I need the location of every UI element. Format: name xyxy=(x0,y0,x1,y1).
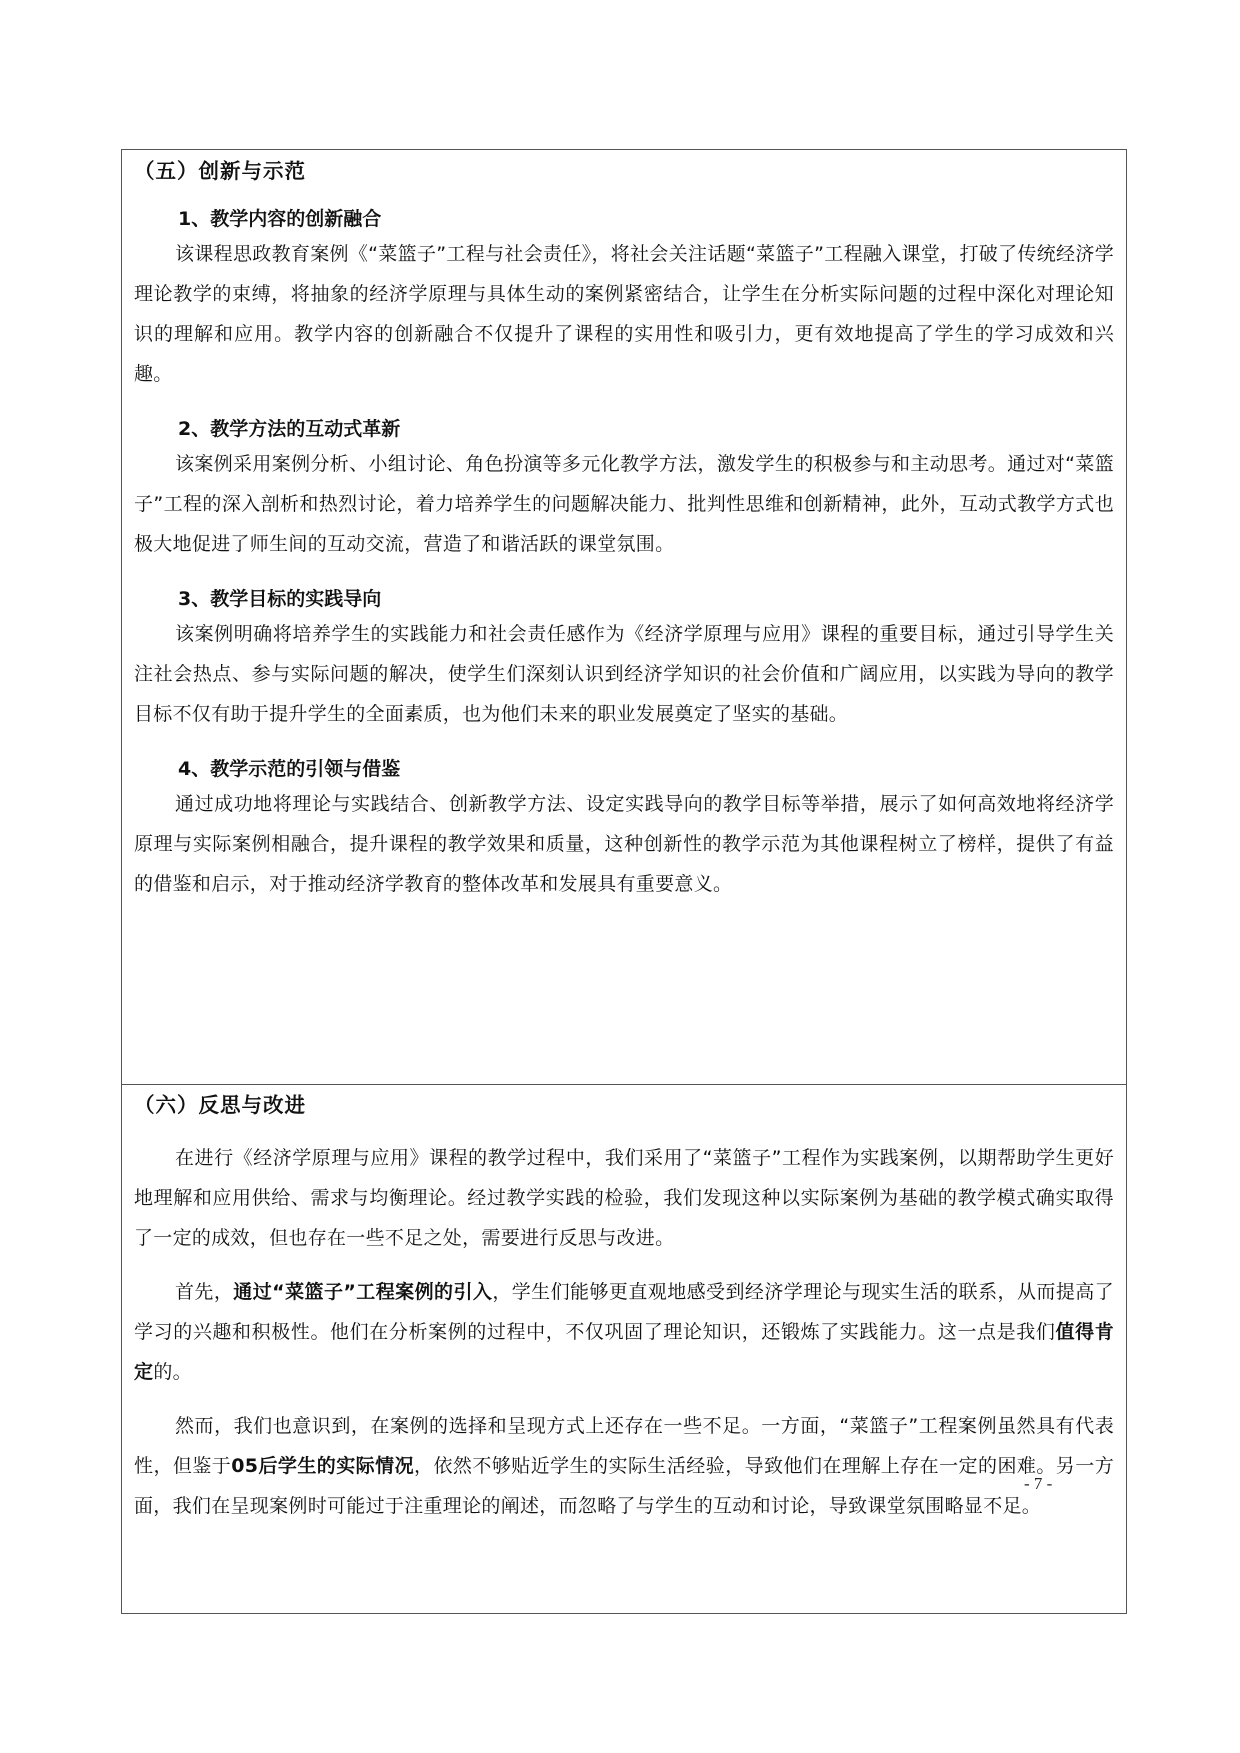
paragraph-reflection-strengths xyxy=(134,1272,1114,1392)
section-title-innovation: （五）创新与示范 xyxy=(134,159,306,183)
strengths-text-2: ，学生们能够更直观地感受到经济学理论与现实生活的联系，从而提高了学习的兴趣和积极性。他们在分析案例的过程中，不仅巩固了理论知识，还锻炼了实践能力。这一点是我们 xyxy=(134,1281,1114,1343)
innovation-section xyxy=(122,150,1126,1085)
paragraph-demonstration: 通过成功地将理论与实践结合、创新教学方法、设定实践导向的教学目标等举措，展示了如何高效地将经济学原理与实际案例相融合，提升课程的教学效果和质量，这种创新性的教学示范为其他课程树立了榜样，提供了有益的借鉴和启示，对于推动经济学教育的整体改革和发展具有重要意义。 xyxy=(134,793,1114,895)
paragraph-reflection-shortcomings xyxy=(134,1406,1114,1526)
subheading-method-innovation: 2、教学方法的互动式革新 xyxy=(178,418,401,440)
subheading-demonstration: 4、教学示范的引领与借鉴 xyxy=(178,758,401,780)
subheading-practice-orientation: 3、教学目标的实践导向 xyxy=(178,588,382,610)
shortcomings-text-2: ，依然不够贴近学生的实际生活经验，导致他们在理解上存在一定的困难。另一方面，我们在呈现案例时可能过于注重理论的阐述，而忽略了与学生的互动和讨论，导致课堂氛围略显不足。 xyxy=(134,1455,1114,1517)
section-title-reflection: （六）反思与改进 xyxy=(134,1093,306,1117)
shortcomings-text-1: 然而，我们也意识到，在案例的选择和呈现方式上还存在一些不足。一方面，“菜篮子”工程案例虽然具有代表性，但鉴于 xyxy=(134,1415,1114,1477)
paragraph-content-innovation: 该课程思政教育案例《“菜篮子”工程与社会责任》，将社会关注话题“菜篮子”工程融入课堂，打破了传统经济学理论教学的束缚，将抽象的经济学原理与具体生动的案例紧密结合，让学生在分析实际问题的过程中深化对理论知识的理解和应用。教学内容的创新融合不仅提升了课程的实用性和吸引力，更有效地提高了学生的学习成效和兴趣。 xyxy=(134,243,1114,385)
reflection-section xyxy=(122,1085,1126,1613)
strengths-text-1: 首先， xyxy=(175,1281,234,1303)
strengths-text-3: 的。 xyxy=(153,1361,192,1383)
paragraph-practice-orientation: 该案例明确将培养学生的实践能力和社会责任感作为《经济学原理与应用》课程的重要目标，通过引导学生关注社会热点、参与实际问题的解决，使学生们深刻认识到经济学知识的社会价值和广阔应用，以实践为导向的教学目标不仅有助于提升学生的全面素质，也为他们未来的职业发展奠定了坚实的基础。 xyxy=(134,623,1114,725)
paragraph-method-innovation: 该案例采用案例分析、小组讨论、角色扮演等多元化教学方法，激发学生的积极参与和主动思考。通过对“菜篮子”工程的深入剖析和热烈讨论，着力培养学生的问题解决能力、批判性思维和创新精神，此外，互动式教学方式也极大地促进了师生间的互动交流，营造了和谐活跃的课堂氛围。 xyxy=(134,453,1114,555)
paragraph-reflection-intro: 在进行《经济学原理与应用》课程的教学过程中，我们采用了“菜篮子”工程作为实践案例，以期帮助学生更好地理解和应用供给、需求与均衡理论。经过教学实践的检验，我们发现这种以实际案例为基础的教学模式确实取得了一定的成效，但也存在一些不足之处，需要进行反思与改进。 xyxy=(134,1147,1114,1249)
strengths-bold-2: 值得肯定 xyxy=(134,1321,1114,1383)
subheading-content-innovation: 1、教学内容的创新融合 xyxy=(178,208,382,230)
content-table xyxy=(121,149,1127,1614)
shortcomings-bold: 05后学生的实际情况 xyxy=(231,1455,415,1477)
page-number: - 7 - xyxy=(1024,1474,1053,1493)
strengths-bold-1: 通过“菜篮子”工程案例的引入 xyxy=(233,1281,493,1303)
